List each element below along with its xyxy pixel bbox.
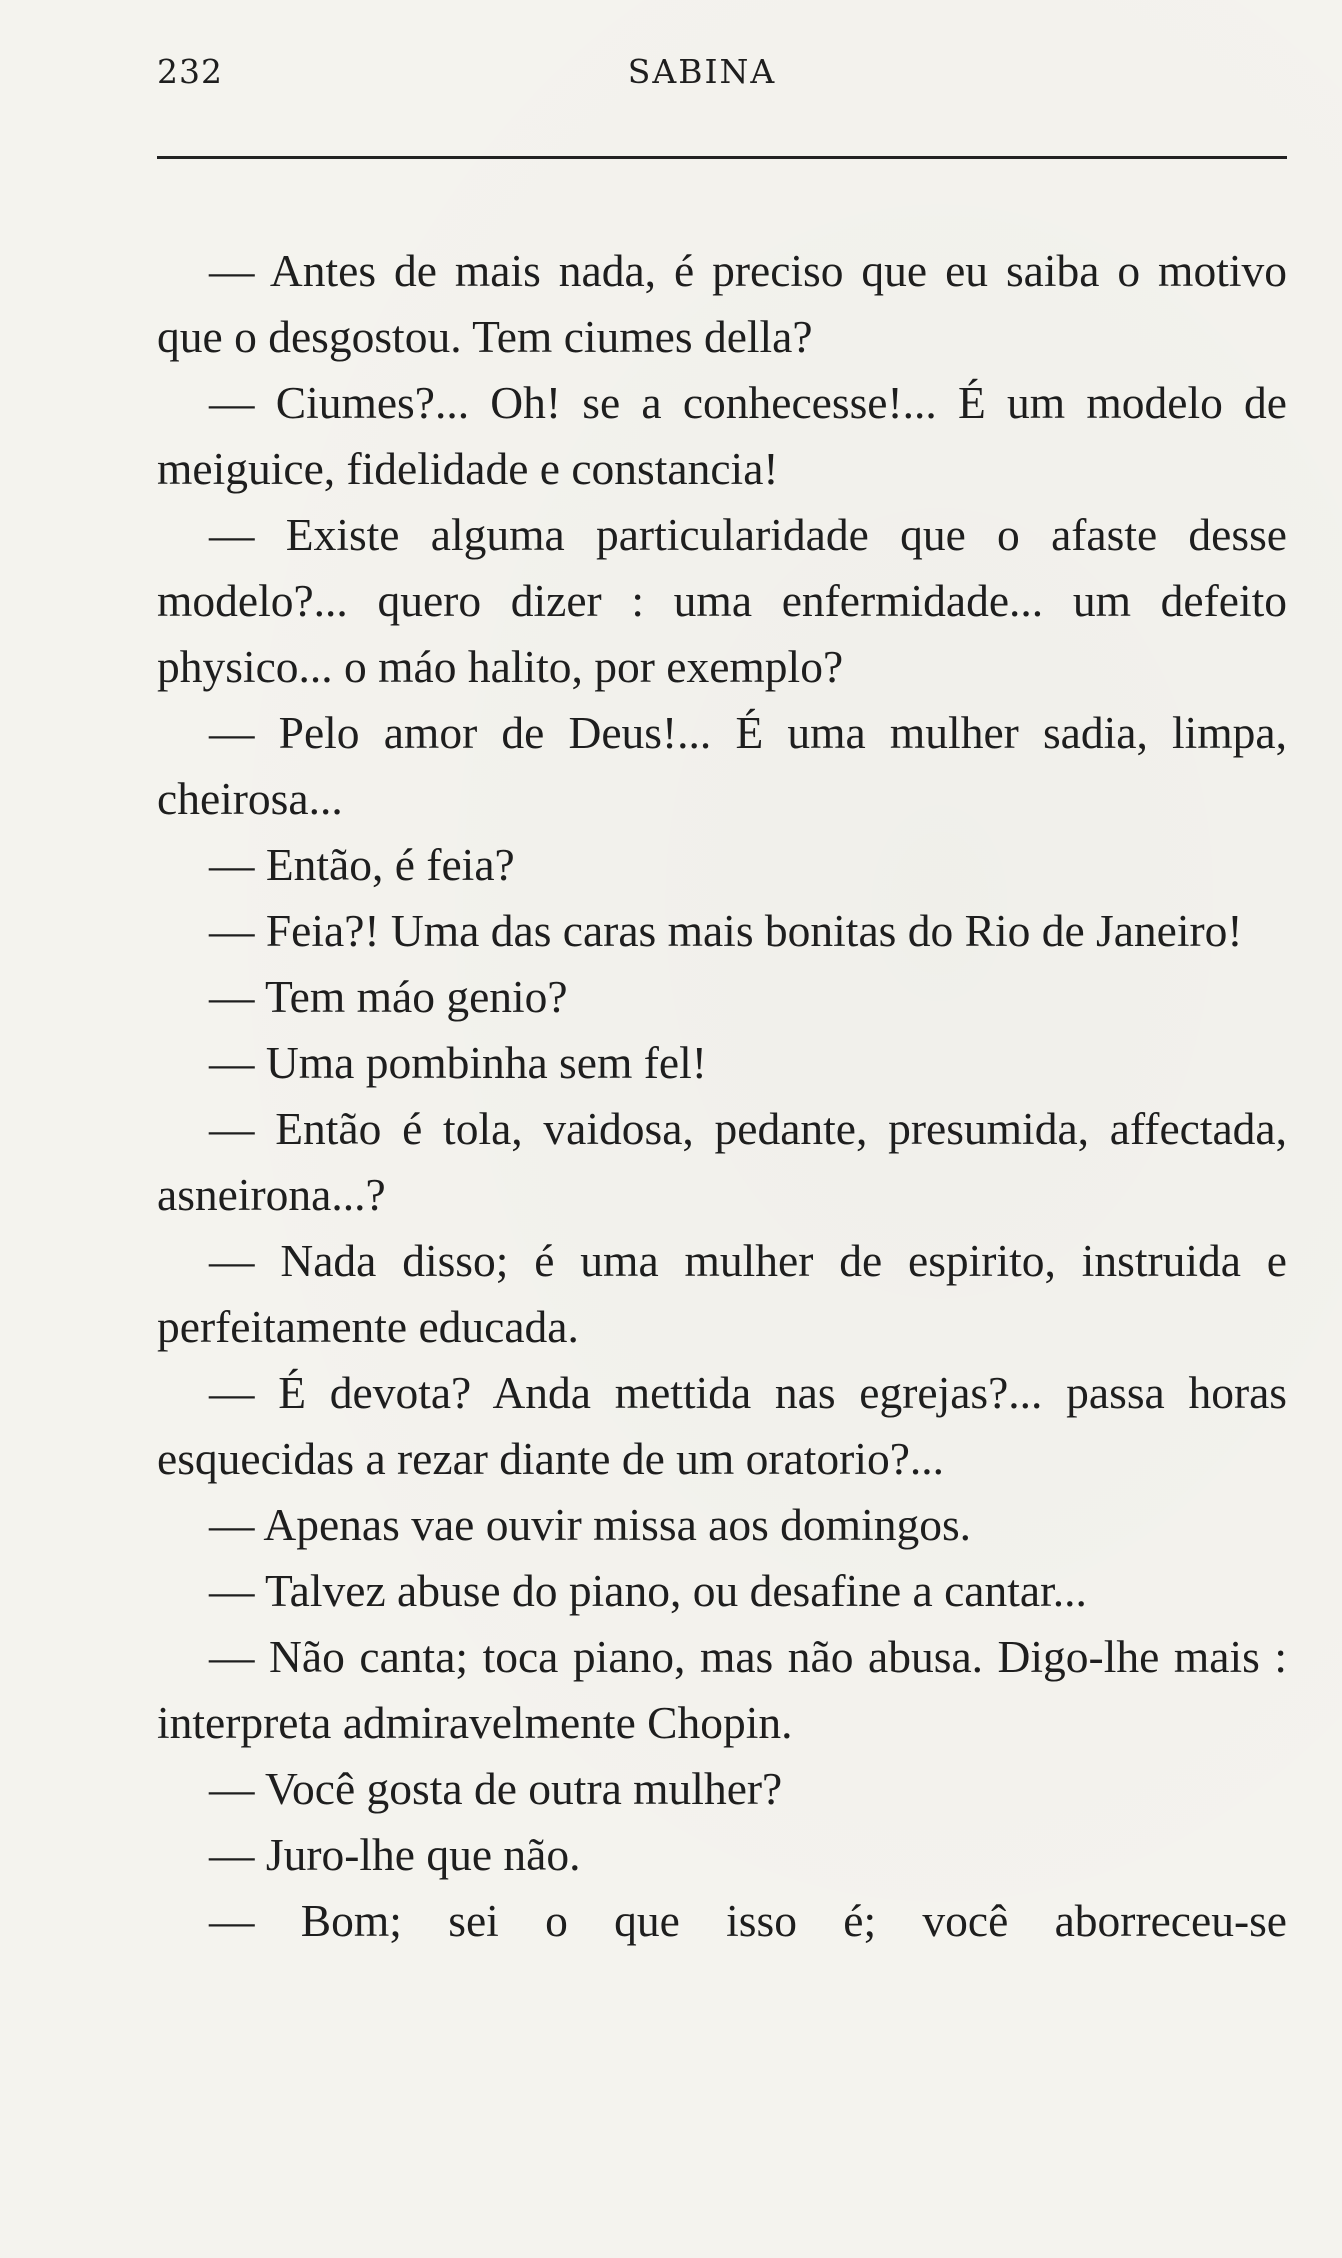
dialogue-paragraph: — Apenas vae ouvir missa aos domingos. bbox=[209, 1499, 972, 1550]
dialogue-paragraph: — Uma pombinha sem fel! bbox=[209, 1037, 707, 1088]
dialogue-paragraph: — Existe alguma particularidade que o afaste desse modelo?... quero dizer : uma enfermidade... um defeito physico... o máo halito, por exemplo? bbox=[157, 509, 1287, 692]
body-text bbox=[157, 238, 1287, 1954]
page-number: 232 bbox=[157, 52, 223, 91]
dialogue-paragraph: — Talvez abuse do piano, ou desafine a cantar... bbox=[209, 1565, 1087, 1616]
header-rule bbox=[157, 156, 1287, 159]
dialogue-paragraph: — Tem máo genio? bbox=[209, 971, 568, 1022]
running-head bbox=[157, 52, 1287, 102]
dialogue-paragraph: — Feia?! Uma das caras mais bonitas do Rio de Janeiro! bbox=[209, 905, 1243, 956]
dialogue-paragraph: — Então, é feia? bbox=[209, 839, 515, 890]
dialogue-paragraph: — É devota? Anda mettida nas egrejas?... passa horas esquecidas a rezar diante de um oratorio?... bbox=[157, 1367, 1287, 1484]
dialogue-paragraph: — Ciumes?... Oh! se a conhecesse!... É um modelo de meiguice, fidelidade e constancia! bbox=[157, 377, 1287, 494]
dialogue-paragraph: — Você gosta de outra mulher? bbox=[209, 1763, 783, 1814]
running-title: SABINA bbox=[627, 52, 777, 91]
dialogue-paragraph: — Então é tola, vaidosa, pedante, presumida, affectada, asneirona...? bbox=[157, 1103, 1287, 1220]
dialogue-paragraph: — Nada disso; é uma mulher de espirito, instruida e perfeitamente educada. bbox=[157, 1235, 1287, 1352]
dialogue-paragraph: — Pelo amor de Deus!... É uma mulher sadia, limpa, cheirosa... bbox=[157, 707, 1287, 824]
dialogue-paragraph: — Bom; sei o que isso é; você aborreceu-se bbox=[209, 1895, 1287, 1946]
dialogue-paragraph: — Não canta; toca piano, mas não abusa. Digo-lhe mais : interpreta admiravelmente Chopin. bbox=[157, 1631, 1287, 1748]
dialogue-paragraph: — Antes de mais nada, é preciso que eu saiba o motivo que o desgostou. Tem ciumes della? bbox=[157, 245, 1287, 362]
dialogue-paragraph: — Juro-lhe que não. bbox=[209, 1829, 581, 1880]
